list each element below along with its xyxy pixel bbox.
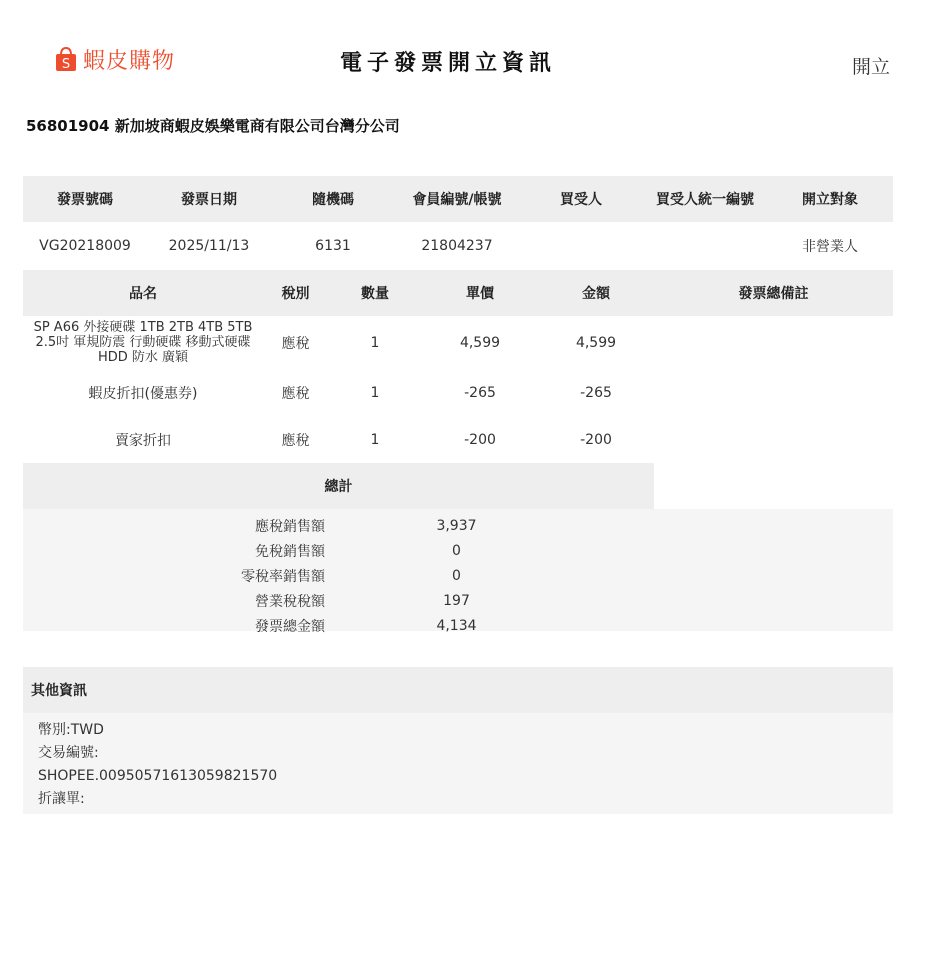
shopee-logo[interactable] xyxy=(55,42,175,76)
invoice-table xyxy=(23,176,893,635)
item-tax-type: 應稅 xyxy=(281,385,310,402)
table-row xyxy=(23,416,654,463)
item-name: 賣家折扣 xyxy=(115,432,171,449)
header-invoice-date: 發票日期 xyxy=(181,192,237,208)
allowance-label: 折讓單: xyxy=(38,791,85,807)
invoice-header-row xyxy=(23,176,893,222)
header-issue-target: 開立對象 xyxy=(802,192,858,208)
other-info-header: 其他資訊 xyxy=(23,667,893,713)
items-table xyxy=(23,270,654,509)
transaction-id: SHOPEE.00950571613059821570 xyxy=(38,768,278,784)
total-label: 零稅率銷售額 xyxy=(241,568,325,585)
total-row xyxy=(23,538,893,563)
notes-header: 發票總備註 xyxy=(654,270,893,316)
item-quantity: 1 xyxy=(370,431,380,448)
total-label: 應稅銷售額 xyxy=(255,518,325,535)
header-buyer-tax-id: 買受人統一編號 xyxy=(656,192,754,208)
total-row xyxy=(23,613,893,638)
header-item-name: 品名 xyxy=(129,286,157,302)
header-buyer: 買受人 xyxy=(560,192,602,208)
currency-line: 幣別:TWD xyxy=(38,722,104,738)
item-unit-price: 4,599 xyxy=(459,334,501,351)
item-unit-price: -200 xyxy=(464,431,496,448)
item-amount: -200 xyxy=(580,431,612,448)
totals-header: 總計 xyxy=(23,463,654,509)
issue-target: 非營業人 xyxy=(802,239,858,255)
item-amount: 4,599 xyxy=(575,334,617,351)
item-name: SP A66 外接硬碟 1TB 2TB 4TB 5TB 2.5吋 軍規防震 行動硬碟 移動式硬碟 HDD 防水 廣穎 xyxy=(33,320,253,365)
page-title: 電子發票開立資訊 xyxy=(340,51,557,76)
seller-info: 56801904 新加坡商蝦皮娛樂電商有限公司台灣分公司 xyxy=(26,117,400,135)
header-member-id: 會員編號/帳號 xyxy=(412,192,502,208)
item-quantity: 1 xyxy=(370,384,380,401)
header-tax-type: 稅別 xyxy=(281,286,310,302)
item-tax-type: 應稅 xyxy=(281,432,310,449)
svg-text:S: S xyxy=(61,57,71,71)
other-info-section xyxy=(23,667,893,814)
header-amount: 金額 xyxy=(582,286,610,302)
total-value: 3,937 xyxy=(436,517,477,534)
header-random-code: 隨機碼 xyxy=(312,192,354,208)
invoice-status: 開立 xyxy=(851,56,890,78)
member-id: 21804237 xyxy=(421,238,493,254)
item-name: 蝦皮折扣(優惠券) xyxy=(88,385,198,402)
total-value: 0 xyxy=(452,567,461,584)
total-value: 197 xyxy=(443,592,470,609)
total-row xyxy=(23,588,893,613)
total-label: 發票總金額 xyxy=(255,618,325,635)
invoice-values-row xyxy=(23,222,893,270)
items-section xyxy=(23,270,893,509)
transaction-label: 交易編號: xyxy=(38,745,99,761)
item-tax-type: 應稅 xyxy=(281,335,310,352)
invoice-notes xyxy=(654,270,893,509)
shopee-bag-icon xyxy=(55,47,77,71)
table-row xyxy=(23,369,654,416)
other-info-body xyxy=(23,713,893,814)
total-label: 免稅銷售額 xyxy=(255,543,325,560)
item-quantity: 1 xyxy=(370,334,380,351)
table-row xyxy=(23,316,654,369)
total-row xyxy=(23,513,893,538)
header-unit-price: 單價 xyxy=(466,286,494,302)
invoice-number: VG20218009 xyxy=(39,238,131,254)
buyer-tax-id xyxy=(643,222,767,270)
invoice-date: 2025/11/13 xyxy=(168,238,250,254)
random-code: 6131 xyxy=(315,238,351,254)
items-header-row xyxy=(23,270,654,316)
totals-block xyxy=(23,509,893,635)
header-invoice-number: 發票號碼 xyxy=(57,192,113,208)
total-value: 0 xyxy=(452,542,461,559)
header-quantity: 數量 xyxy=(361,286,389,302)
logo-text: 蝦皮購物 xyxy=(83,48,176,74)
item-amount: -265 xyxy=(580,384,612,401)
total-value: 4,134 xyxy=(436,617,477,634)
item-unit-price: -265 xyxy=(464,384,496,401)
total-label: 營業稅稅額 xyxy=(255,593,325,610)
total-row xyxy=(23,563,893,588)
buyer xyxy=(519,222,643,270)
